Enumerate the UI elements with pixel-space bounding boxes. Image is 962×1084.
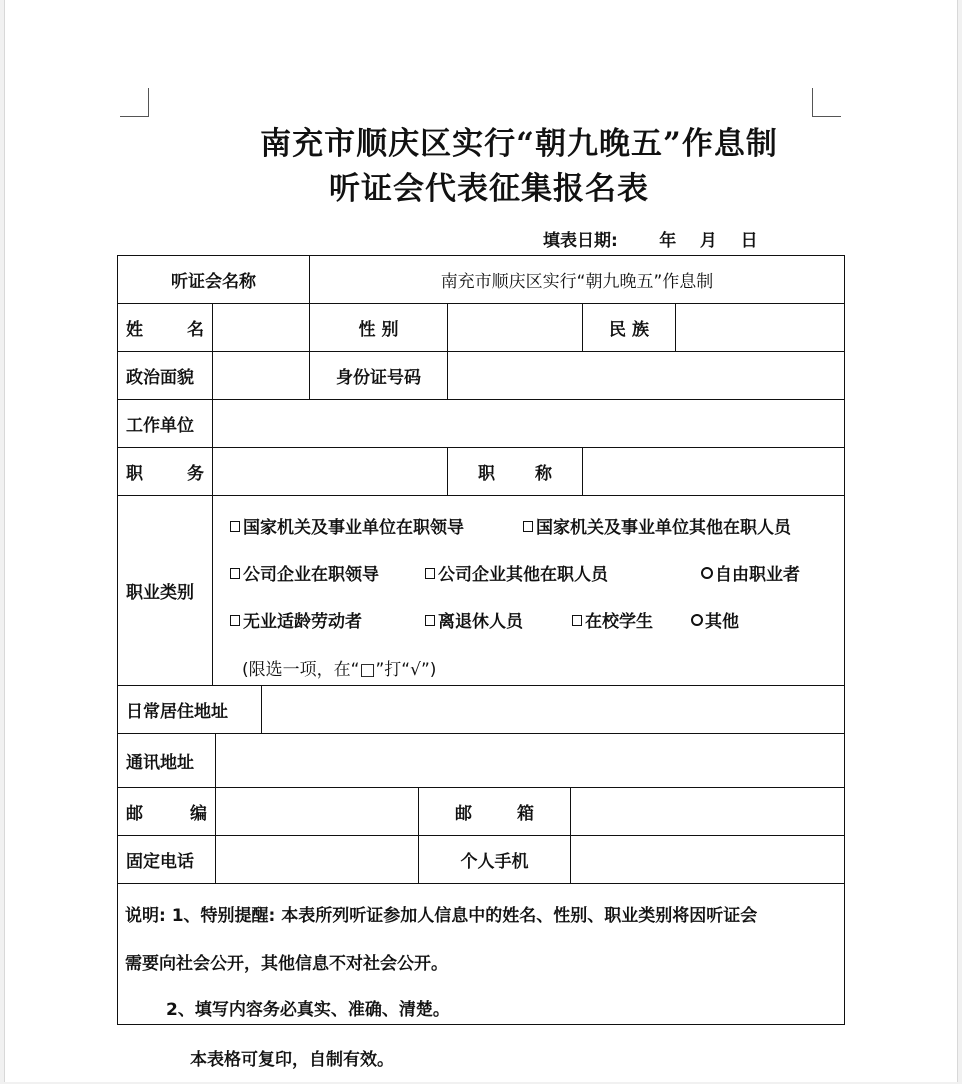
gender-field[interactable] [447,303,583,352]
form-title-line2: 听证会代表征集报名表 [329,171,649,207]
checkbox-icon [523,521,533,532]
ethnicity-label: 民 族 [582,303,676,352]
occupation-hint: (限选一项，在“□”打“√”) [242,660,437,680]
position-label-char1: 职 [126,464,143,484]
professional-title-char2: 称 [535,464,552,484]
name-label-char1: 姓 [126,320,143,340]
ethnicity-field[interactable] [675,303,845,352]
hearing-name-label: 听证会名称 [117,255,310,304]
occupation-option-retired[interactable]: 离退休人员 [425,607,523,632]
residence-address-label: 日常居住地址 [117,685,262,734]
email-label [418,787,571,836]
occupation-option-company-staff[interactable]: 公司企业其他在职人员 [425,560,608,585]
residence-address-field[interactable] [261,685,845,734]
position-label [117,447,213,496]
email-field[interactable] [570,787,845,836]
email-label-char1: 邮 [455,804,472,824]
gender-label: 性 别 [309,303,448,352]
checkbox-icon [230,521,240,532]
circle-bullet-icon [691,614,703,626]
occupation-option-gov-staff[interactable]: 国家机关及事业单位其他在职人员 [523,513,791,538]
postcode-label [117,787,216,836]
email-label-char2: 箱 [517,804,534,824]
postcode-label-char2: 编 [190,804,207,824]
occupation-option-freelancer[interactable]: 自由职业者 [701,560,800,585]
checkbox-icon [230,568,240,579]
landline-field[interactable] [215,835,419,884]
checkbox-icon [572,615,582,626]
id-number-label: 身份证号码 [309,351,448,400]
checkbox-icon [425,615,435,626]
form-title-line1: 南充市顺庆区实行“朝九晚五”作息制 [260,126,778,162]
name-field[interactable] [212,303,310,352]
occupation-option-student[interactable]: 在校学生 [572,607,653,632]
name-label-char2: 名 [187,320,204,340]
note-line-2: 需要向社会公开，其他信息不对社会公开。 [125,954,448,974]
note-line-1: 说明: 1、特别提醒: 本表所列听证参加人信息中的姓名、性别、职业类别将因听证会 [125,906,758,926]
checkbox-icon [425,568,435,579]
professional-title-char1: 职 [478,464,495,484]
occupation-option-gov-leader[interactable]: 国家机关及事业单位在职领导 [230,513,464,538]
circle-bullet-icon [701,567,713,579]
position-field[interactable] [212,447,448,496]
professional-title-field[interactable] [582,447,845,496]
footer-note: 本表格可复印，自制有效。 [190,1050,394,1070]
note-line-3: 2、填写内容务必真实、准确、清楚。 [166,1000,450,1020]
mailing-address-field[interactable] [215,733,845,788]
page-corner-mark-right [812,88,841,117]
occupation-label: 职业类别 [117,495,213,686]
occupation-option-company-leader[interactable]: 公司企业在职领导 [230,560,379,585]
id-number-field[interactable] [447,351,845,400]
professional-title-label [447,447,583,496]
position-label-char2: 务 [187,464,204,484]
fill-date: 填表日期: 年 月 日 [543,231,758,251]
checkbox-icon [230,615,240,626]
hearing-name-value: 南充市顺庆区实行“朝九晚五”作息制 [309,255,845,304]
landline-label: 固定电话 [117,835,216,884]
mobile-label: 个人手机 [418,835,571,884]
postcode-field[interactable] [215,787,419,836]
political-status-field[interactable] [212,351,310,400]
name-label [117,303,213,352]
page-corner-mark-left [120,88,149,117]
employer-label: 工作单位 [117,399,213,448]
postcode-label-char1: 邮 [126,804,143,824]
employer-field[interactable] [212,399,845,448]
mobile-field[interactable] [570,835,845,884]
occupation-option-other[interactable]: 其他 [691,607,739,632]
occupation-option-unemployed[interactable]: 无业适龄劳动者 [230,607,362,632]
political-status-label: 政治面貌 [117,351,213,400]
mailing-address-label: 通讯地址 [117,733,216,788]
